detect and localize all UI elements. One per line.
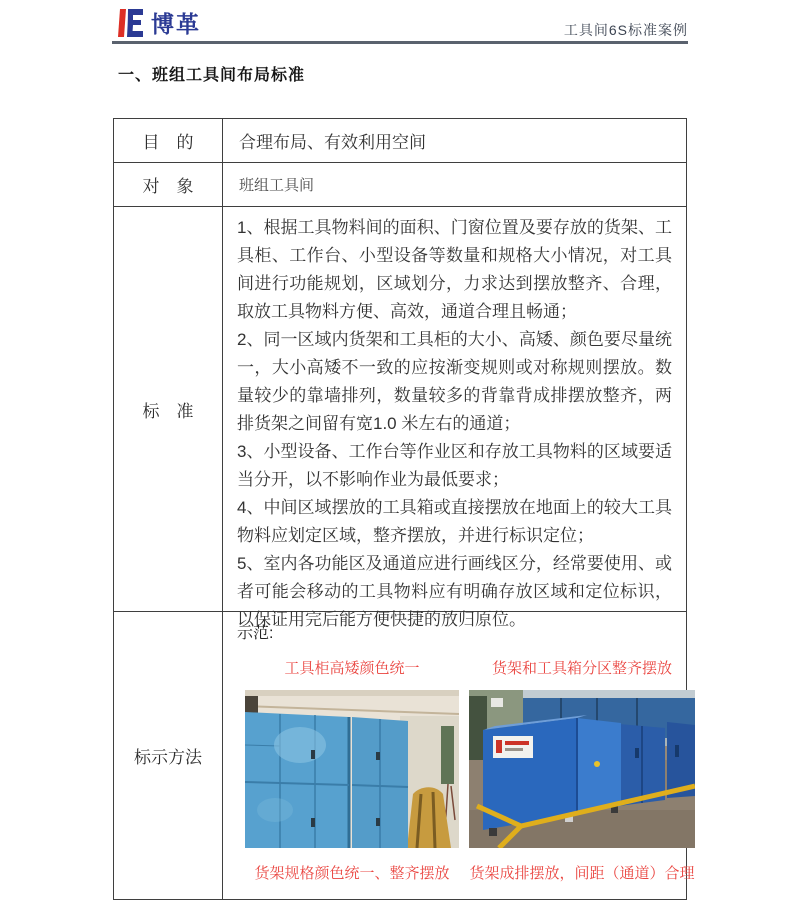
photo-caption-top-left: 工具柜高矮颜色统一 (284, 660, 420, 677)
method-value (223, 612, 695, 899)
company-logo (117, 6, 201, 39)
standard-table (113, 118, 695, 900)
tool-cabinets-photo (245, 690, 459, 848)
document-title: 工具间6S标准案例 (563, 22, 688, 38)
purpose-label: 目 的 (114, 119, 223, 162)
demo-label: 示范: (237, 625, 274, 642)
table-row-standard (114, 207, 686, 629)
standard-label: 标 准 (114, 207, 223, 611)
table-row-object (114, 163, 686, 207)
method-label: 标示方法 (114, 612, 223, 899)
purpose-value: 合理布局、有效利用空间 (239, 133, 426, 152)
section-title: 一、班组工具间布局标准 (118, 67, 306, 84)
object-value: 班组工具间 (239, 178, 315, 194)
standard-paragraph: 3、小型设备、工作台等作业区和存放工具物料的区域要适当分开，以不影响作业为最低要求； (237, 442, 672, 489)
photo-caption-bottom-left: 货架规格颜色统一、整齐摆放 (254, 865, 450, 882)
shelf-row-photo (469, 690, 695, 848)
demo-photos (237, 657, 695, 883)
boge-logo-icon (117, 8, 144, 38)
standard-paragraph: 2、同一区域内货架和工具柜的大小、高矮、颜色要尽量统一，大小高矮不一致的应按渐变规则或对称规则摆放。数量较少的靠墙排列，数量较多的背靠背成排摆放整齐，两排货架之间留有宽1.0 米左右的通道； (237, 330, 672, 433)
logo-text: 博革 (151, 11, 201, 37)
photo-column-right (469, 657, 695, 883)
photo-column-left (245, 657, 459, 883)
header-divider (112, 41, 688, 44)
standard-paragraph: 4、中间区域摆放的工具箱或直接摆放在地面上的较大工具物料应划定区域，整齐摆放，并进行标识定位； (237, 498, 672, 545)
table-row-purpose (114, 119, 686, 163)
photo-caption-bottom-right: 货架成排摆放，间距（通道）合理 (469, 865, 695, 882)
standard-paragraph: 1、根据工具物料间的面积、门窗位置及要存放的货架、工具柜、工作台、小型设备等数量和规格大小情况，对工具间进行功能规划，区域划分，力求达到摆放整齐、合理，取放工具物料方便、高效，通道合理且畅通； (237, 218, 672, 321)
photo-caption-top-right: 货架和工具箱分区整齐摆放 (491, 660, 672, 677)
standard-value (223, 207, 686, 629)
table-row-method (114, 612, 695, 899)
object-label: 对 象 (114, 163, 223, 206)
standard-paragraph: 5、室内各功能区及通道应进行画线区分，经常要使用、或者可能会移动的工具物料应有明确存放区域和定位标识，以保证用完后能方便快捷的放归原位。 (237, 554, 672, 629)
